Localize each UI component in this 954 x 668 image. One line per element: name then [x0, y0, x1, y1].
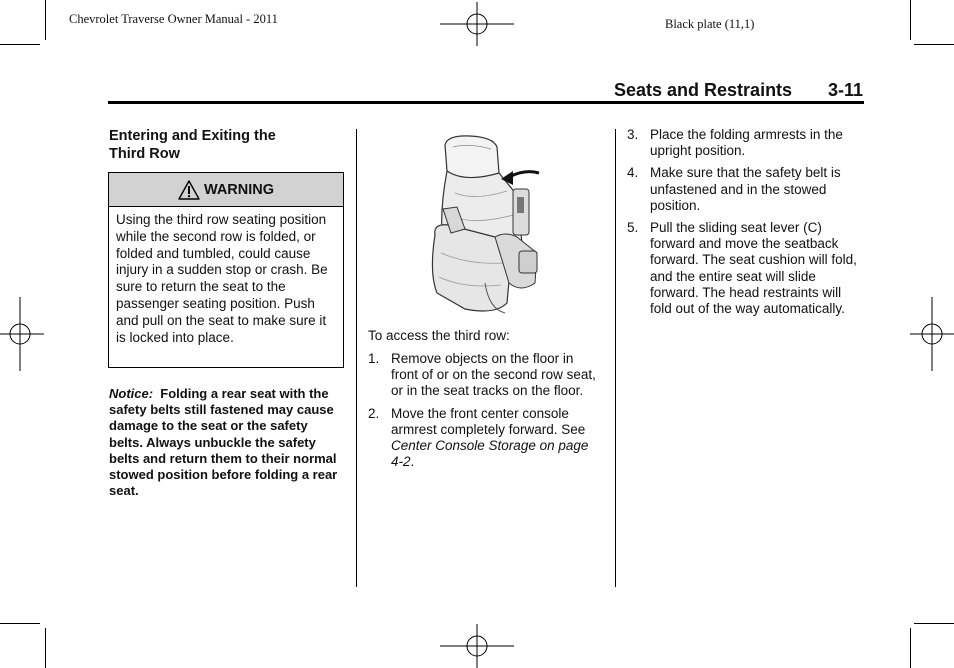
step-number: 3.	[627, 127, 639, 142]
step-list	[627, 127, 865, 323]
access-intro: To access the third row:	[368, 328, 510, 343]
step-text: Place the folding armrests in the upright position.	[650, 127, 843, 159]
step-text: Remove objects on the floor in front of or on the second row seat, or in the seat tracks on the floor.	[391, 351, 596, 399]
notice-label: Notice:	[109, 386, 154, 401]
list-item	[368, 406, 604, 471]
list-item	[627, 127, 865, 159]
heading-line: Entering and Exiting the	[109, 128, 276, 144]
list-item	[627, 220, 865, 317]
crop-mark	[0, 44, 40, 45]
section-title: Seats and Restraints	[614, 80, 793, 100]
exclamation-icon	[178, 180, 200, 200]
warning-header	[109, 173, 343, 207]
registration-mark	[440, 2, 514, 46]
registration-mark	[910, 297, 954, 371]
step-text-wrapper	[391, 406, 604, 471]
crop-mark	[45, 628, 46, 668]
crop-mark	[45, 0, 46, 40]
step-number: 4.	[627, 165, 639, 181]
step-number: 2.	[368, 405, 380, 421]
page-number: 3-11	[828, 80, 864, 100]
step-list	[368, 351, 604, 476]
column-divider	[615, 129, 616, 587]
crop-mark	[0, 623, 40, 624]
step-text: Move the front center console armrest completely forward. See	[391, 405, 586, 437]
notice-text: Folding a rear seat with the safety belts still fastened may cause damage to the seat or the safety belts. Always unbuckle the safety belts and return them to their normal stowed position before folding a rear seat.	[109, 386, 338, 499]
registration-mark	[440, 624, 514, 668]
crop-mark	[914, 44, 954, 45]
step-text: Make sure that the safety belt is unfastened and in the stowed position.	[650, 165, 841, 213]
column-divider	[356, 129, 357, 587]
subsection-heading	[109, 127, 339, 163]
crop-mark	[914, 623, 954, 624]
warning-label: WARNING	[203, 181, 275, 198]
list-item	[368, 351, 604, 400]
warning-box	[108, 172, 344, 368]
plate-label: Black plate (11,1)	[665, 17, 755, 31]
warning-text: Using the third row seating position while the second row is folded, or folded and tumbled, could cause injury in a sudden stop or crash. Be sure to return the seat to the passenger seating position. Push and pull on the seat to make sure it is locked into place.	[116, 212, 328, 345]
notice-paragraph	[109, 386, 345, 499]
folded-seat-illustration	[425, 133, 555, 318]
crop-mark	[910, 628, 911, 668]
heading-line: Third Row	[109, 146, 180, 162]
header-rule	[108, 101, 864, 104]
step-text: Pull the sliding seat lever (C) forward and move the seatback forward. The seat cushion will fold, and the entire seat will slide forward. The head restraints will fold out of the way automatically.	[650, 220, 857, 317]
manual-title: Chevrolet Traverse Owner Manual - 2011	[69, 12, 278, 26]
registration-mark	[0, 297, 44, 371]
cross-reference-link[interactable]: Center Console Storage on page 4-2	[391, 438, 589, 470]
crop-mark	[910, 0, 911, 40]
step-number: 1.	[368, 351, 380, 366]
step-text-end: .	[410, 454, 415, 470]
list-item	[627, 165, 865, 214]
step-number: 5.	[627, 220, 639, 236]
